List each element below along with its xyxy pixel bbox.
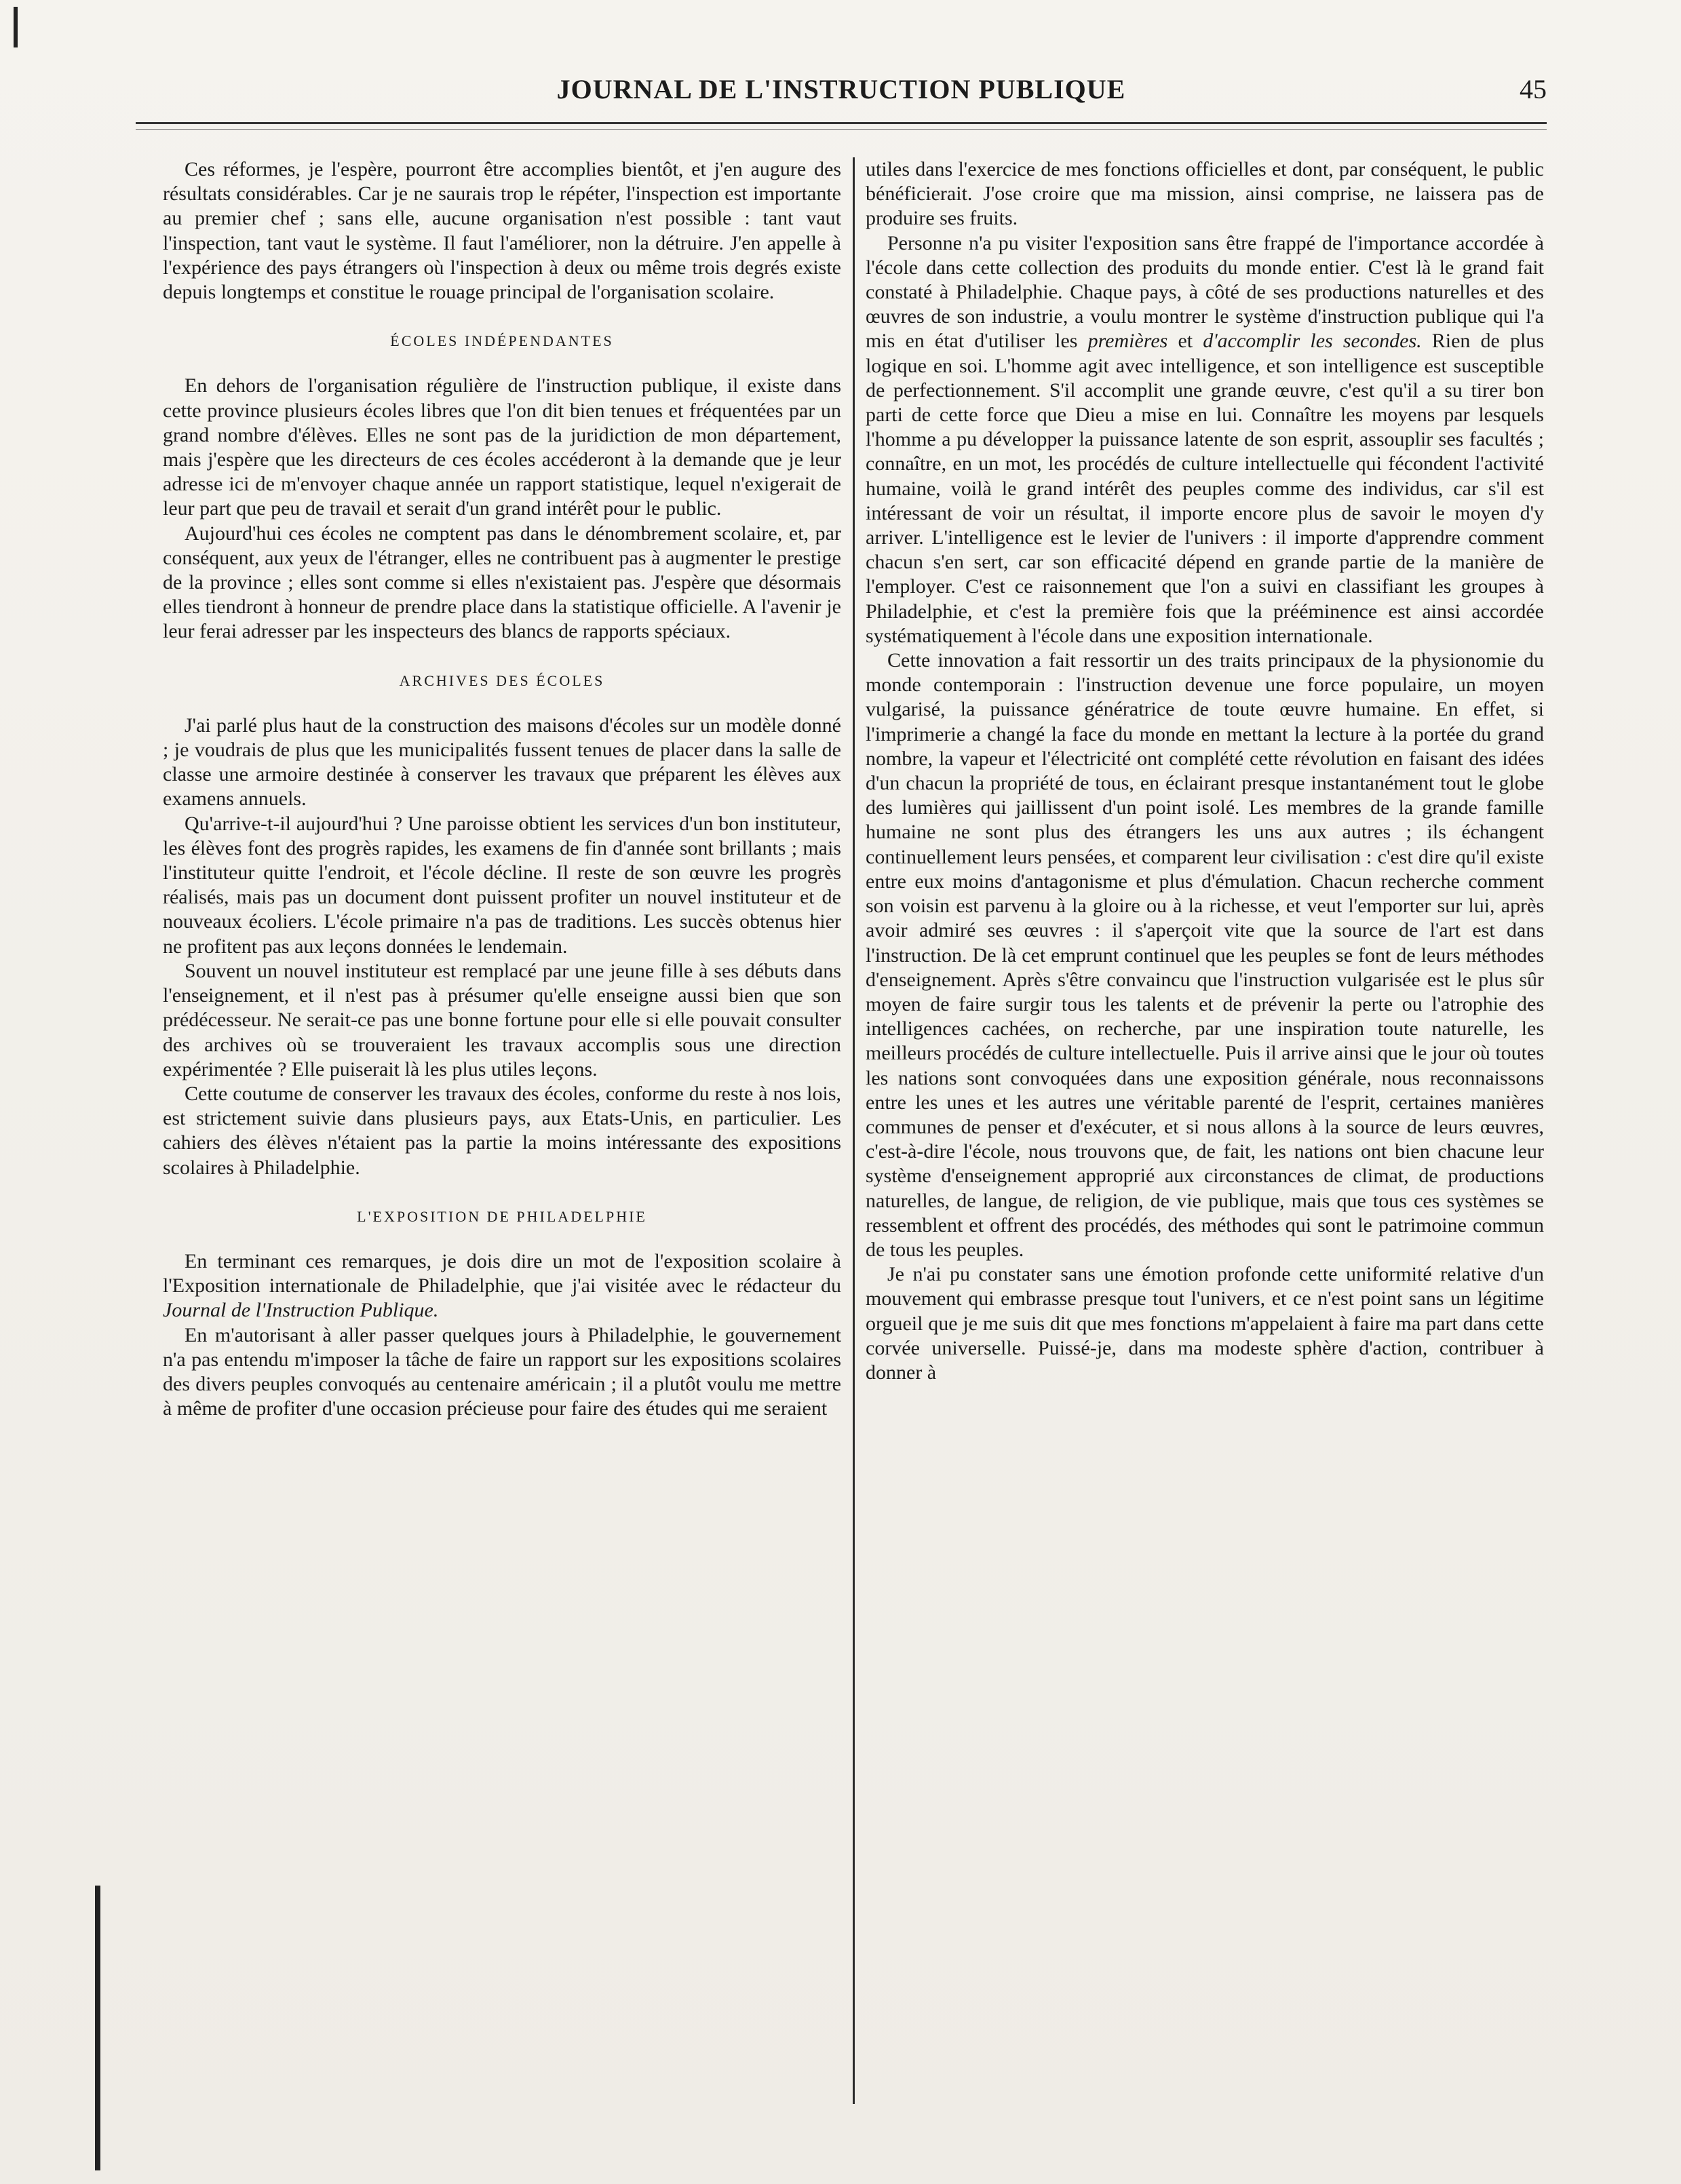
- paragraph: [866, 231, 1544, 648]
- emphasis: d'accomplir les secondes.: [1203, 330, 1422, 353]
- paragraph-text: Personne n'a pu visiter l'exposition sans être frappé de l'importance accordée à l'école dans cette collection des produits du monde entier. C'est là le grand fait constaté à Philadelphie. Chaque pays, à côté de ses productions naturelles et des œuvres de son industrie, a voulu montrer le système d'instruction publique qui l'a mis en état d'utiliser les: [866, 231, 1544, 353]
- paragraph-text: Rien de plus logique en soi. L'homme agit avec intelligence, et son intelligence est susceptible de perfectionnement. S'il accomplit une grande œuvre, c'est qu'il a su tirer bon parti de cette force que Dieu a mise en lui. Connaître les moyens par lesquels l'homme a pu développer la puissance latente de son esprit, assouplir ses facultés ; connaître, en un mot, les procédés de culture intellectuelle qui fécondent l'activité humaine, voilà le grand intérêt des peuples comme des individus, car s'il est intéressant de voir un résultat, il importe encore plus de savoir le moyen d'y arriver. L'intelligence est le levier de l'univers : il importe d'apprendre comment chacun s'en sert, car son efficacité dépend en grande partie de la manière de l'employer. C'est ce raisonnement que l'on a suivi en classifiant les groupes à Philadelphie, et c'est la première fois que la prééminence est ainsi accordée systématiquement à l'école dans une exposition internationale.: [866, 330, 1544, 647]
- paragraph: Ces réformes, je l'espère, pourront être accomplies bientôt, et j'en augure des résultats considérables. Car je ne saurais trop le répéter, l'inspection est importante au premier chef ; sans elle, aucune organisation n'est possible : tant vaut l'inspection, tant vaut le système. Il faut l'améliorer, non la détruire. J'en appelle à l'expérience des pays étrangers où l'inspection à deux ou même trois degrés existe depuis longtemps et constitue le rouage principal de l'organisation scolaire.: [163, 158, 841, 304]
- paragraph: J'ai parlé plus haut de la construction des maisons d'écoles sur un modèle donné ; je voudrais de plus que les municipalités fussent tenues de placer dans la salle de classe une armoire destinée à conserver les travaux que préparent les élèves aux examens annuels.: [163, 714, 841, 811]
- binding-mark-top: [14, 7, 18, 47]
- paragraph: Qu'arrive-t-il aujourd'hui ? Une paroisse obtient les services d'un bon instituteur, les élèves font des progrès rapides, les examens de fin d'année sont brillants ; mais l'instituteur quitte l'endroit, et l'école décline. Il reste de son œuvre les progrès réalisés, mais pas un document dont puissent profiter un nouvel instituteur et de nouveaux écoliers. L'école primaire n'a pas de traditions. Les succès obtenus hier ne profitent pas aux leçons données le lendemain.: [163, 812, 841, 958]
- section-heading: ARCHIVES DES ÉCOLES: [399, 671, 605, 689]
- journal-title: Journal de l'Instruction Publique.: [163, 1299, 439, 1322]
- running-title: JOURNAL DE L'INSTRUCTION PUBLIQUE: [556, 74, 1126, 104]
- paragraph: Aujourd'hui ces écoles ne comptent pas dans le dénombrement scolaire, et, par conséquent, aux yeux de l'étranger, elles ne contribuent pas à augmenter le prestige de la province ; elles sont comme si elles n'existaient pas. J'espère que désormais elles tiendront à honneur de prendre place dans la statistique officielle. A l'avenir je leur ferai adresser par les inspecteurs des blancs de rapports spéciaux.: [163, 522, 841, 643]
- right-column: [866, 157, 1544, 2111]
- header-rule: [136, 122, 1547, 124]
- binding-mark-bottom: [95, 1886, 100, 2170]
- emphasis: premières: [1087, 330, 1168, 353]
- page-header: [136, 73, 1547, 114]
- section-heading: L'EXPOSITION DE PHILADELPHIE: [357, 1207, 647, 1225]
- paragraph-text: et: [1167, 330, 1203, 353]
- paragraph: [163, 1249, 841, 1323]
- column-divider: [853, 157, 855, 2104]
- paragraph: En dehors de l'organisation régulière de l'instruction publique, il existe dans cette province plusieurs écoles libres que l'on dit bien tenues et fréquentées par un grand nombre d'élèves. Elles ne sont pas de la juridiction de mon département, mais j'espère que les directeurs de ces écoles accéderont à la demande que je leur adresse ici de m'envoyer chaque année un rapport statistique, lequel n'exigerait de leur part que peu de travail et serait d'un grand intérêt pour le public.: [163, 374, 841, 520]
- header-rule-thin: [136, 129, 1547, 130]
- left-column: [163, 157, 841, 2111]
- paragraph: Cette innovation a fait ressortir un des traits principaux de la physionomie du monde contemporain : l'instruction devenue une force populaire, un moyen vulgarisé, la puissance génératrice de toute œuvre humaine. En effet, si l'imprimerie a changé la face du monde en mettant la lecture à la portée du grand nombre, la vapeur et l'électricité ont complété cette révolution en faisant des idées d'un chacun la propriété de tous, en éclairant presque instantanément tout le globe des lumières qui jaillissent d'un point isolé. Les membres de la grande famille humaine ne sont plus des étrangers les uns aux autres ; ils échangent continuellement leurs pensées, et comparent leur civilisation : c'est dire qu'il existe entre eux moins d'antagonisme et plus d'émulation. Chacun recherche comment son voisin est parvenu à la gloire ou à la richesse, et veut l'emporter sur lui, après avoir admiré ses œuvres : il s'aperçoit vite que la source de l'art est dans l'instruction. De là cet emprunt continuel que les peuples se font de leurs méthodes d'enseignement. Après s'être convaincu que l'instruction vulgarisée est le plus sûr moyen de faire surgir tous les talents et de prévenir la perte ou l'atrophie des intelligences cachées, on recherche, par une inspiration toute naturelle, les meilleurs procédés de culture intellectuelle. Puis il arrive ainsi que le jour où toutes les nations sont convoquées dans une exposition générale, nous reconnaissons entre les unes et les autres une véritable parenté de l'esprit, certaines manières communes de penser et d'exécuter, et si nous allons à la source de leurs œuvres, c'est-à-dire l'école, nous trouvons que, de fait, les nations ont bien chacune leur système d'enseignement approprié aux circonstances de climat, de productions naturelles, de langue, de religion, de vie publique, mais que tous ces systèmes se ressemblent et offrent des procédés, des méthodes qui sont le patrimoine commun de tous les peuples.: [866, 649, 1544, 1261]
- paragraph: Souvent un nouvel instituteur est remplacé par une jeune fille à ses débuts dans l'enseignement, et il n'est pas à présumer qu'elle enseigne aussi bien que son prédécesseur. Ne serait-ce pas une bonne fortune pour elle si elle pouvait consulter des archives où se trouveraient les travaux accomplis sous une direction expérimentée ? Elle puiserait là les plus utiles leçons.: [163, 959, 841, 1080]
- section-heading: ÉCOLES INDÉPENDANTES: [390, 332, 614, 350]
- page-number: 45: [1520, 74, 1547, 104]
- paragraph: En m'autorisant à aller passer quelques jours à Philadelphie, le gouvernement n'a pas entendu m'imposer la tâche de faire un rapport sur les expositions scolaires des divers peuples convoqués au centenaire américain ; il a plutôt voulu me mettre à même de profiter d'une occasion précieuse pour faire des études qui me seraient: [163, 1323, 841, 1420]
- paragraph-text: En terminant ces remarques, je dois dire un mot de l'exposition scolaire à l'Exposition internationale de Philadelphie, que j'ai visitée avec le rédacteur du: [163, 1249, 841, 1298]
- paragraph: Je n'ai pu constater sans une émotion profonde cette uniformité relative d'un mouvement qui embrasse presque tout l'univers, et ce n'est point sans un légitime orgueil que je me suis dit que mes fonctions m'appelaient à faire ma part dans cette corvée universelle. Puissé-je, dans ma modeste sphère d'action, contribuer à donner à: [866, 1263, 1544, 1384]
- paragraph: Cette coutume de conserver les travaux des écoles, conforme du reste à nos lois, est strictement suivie dans plusieurs pays, aux Etats-Unis, en particulier. Les cahiers des élèves n'étaient pas la partie la moins intéressante des expositions scolaires à Philadelphie.: [163, 1082, 841, 1179]
- paragraph: utiles dans l'exercice de mes fonctions officielles et dont, par conséquent, le public bénéficierait. J'ose croire que ma mission, ainsi comprise, ne laissera pas de produire ses fruits.: [866, 158, 1544, 230]
